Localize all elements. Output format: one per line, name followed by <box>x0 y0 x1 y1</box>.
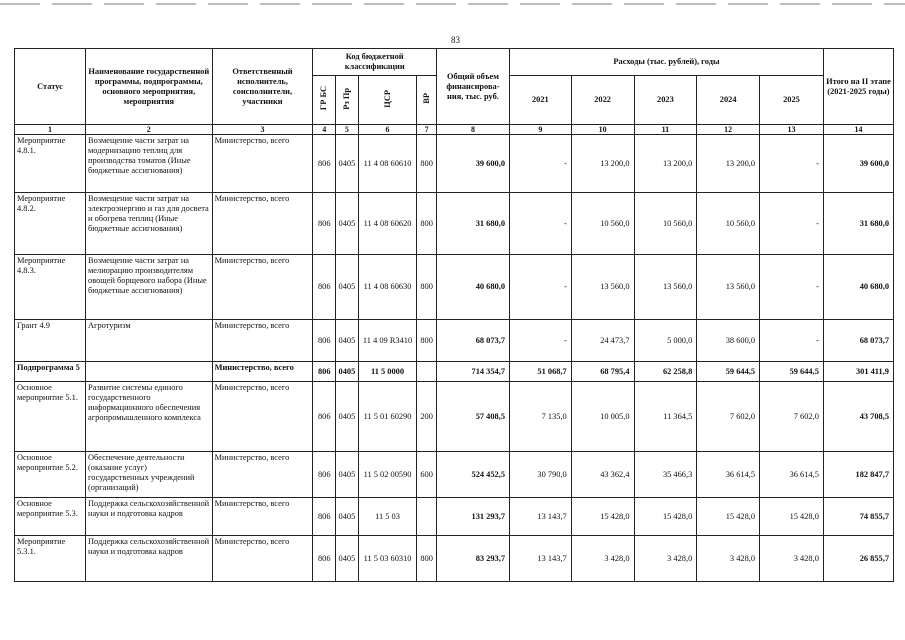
header-year: 2024 <box>697 76 760 125</box>
row-year-2021: - <box>510 193 572 255</box>
table-row <box>15 135 894 193</box>
row-csr: 11 5 03 60310 <box>358 536 417 582</box>
row-csr: 11 4 08 60620 <box>358 193 417 255</box>
header-year: 2023 <box>634 76 697 125</box>
row-vr: 200 <box>417 382 437 452</box>
row-grbs: 806 <box>313 320 336 362</box>
row-year-2024: 10 560,0 <box>697 193 760 255</box>
row-vr: 600 <box>417 452 437 498</box>
scan-edge-artifact <box>0 3 905 5</box>
row-year-2025: 3 428,0 <box>760 536 824 582</box>
row-stage-total: 26 855,7 <box>823 536 893 582</box>
row-year-2021: 30 790,0 <box>510 452 572 498</box>
row-year-2025: - <box>760 193 824 255</box>
row-stage-total: 68 073,7 <box>823 320 893 362</box>
row-vr <box>417 362 437 382</box>
row-total: 57 408,5 <box>436 382 509 452</box>
row-name: Поддержка сельскохозяйственной науки и подготовка кадров <box>86 536 213 582</box>
header-year: 2022 <box>571 76 634 125</box>
row-stage-total: 39 600,0 <box>823 135 893 193</box>
column-number: 4 <box>313 125 336 135</box>
row-status: Основное мероприятие 5.2. <box>15 452 86 498</box>
row-year-2021: 51 068,7 <box>510 362 572 382</box>
row-rzpr: 0405 <box>336 193 359 255</box>
row-year-2022: 10 560,0 <box>571 193 634 255</box>
row-year-2021: - <box>510 320 572 362</box>
row-stage-total: 40 680,0 <box>823 255 893 320</box>
page-number: 83 <box>451 35 460 45</box>
row-year-2021: - <box>510 255 572 320</box>
row-rzpr: 0405 <box>336 320 359 362</box>
row-status: Мероприятие 4.8.2. <box>15 193 86 255</box>
row-rzpr: 0405 <box>336 255 359 320</box>
row-vr: 800 <box>417 135 437 193</box>
row-year-2023: 15 428,0 <box>634 498 697 536</box>
row-year-2024: 3 428,0 <box>697 536 760 582</box>
row-year-2022: 15 428,0 <box>571 498 634 536</box>
row-year-2023: 62 258,8 <box>634 362 697 382</box>
row-year-2024: 13 560,0 <box>697 255 760 320</box>
column-number: 3 <box>212 125 313 135</box>
row-status: Основное мероприятие 5.3. <box>15 498 86 536</box>
row-grbs: 806 <box>313 362 336 382</box>
row-year-2024: 38 600,0 <box>697 320 760 362</box>
row-year-2023: 13 200,0 <box>634 135 697 193</box>
row-total: 39 600,0 <box>436 135 509 193</box>
table-row <box>15 193 894 255</box>
row-grbs: 806 <box>313 498 336 536</box>
header-year: 2025 <box>760 76 824 125</box>
row-responsible: Министерство, всего <box>212 498 313 536</box>
header-vr: ВР <box>417 76 437 125</box>
row-year-2024: 7 602,0 <box>697 382 760 452</box>
column-number: 12 <box>697 125 760 135</box>
row-responsible: Министерство, всего <box>212 135 313 193</box>
row-year-2022: 43 362,4 <box>571 452 634 498</box>
row-name: Поддержка сельскохозяйственной науки и подготовка кадров <box>86 498 213 536</box>
row-name: Возмещение части затрат на модернизацию теплиц для производства томатов (Иные бюджетные ассигнования) <box>86 135 213 193</box>
column-number: 2 <box>86 125 213 135</box>
row-rzpr: 0405 <box>336 536 359 582</box>
table-row <box>15 452 894 498</box>
row-year-2024: 13 200,0 <box>697 135 760 193</box>
header-responsible: Ответственный исполнитель, соисполнители, участники <box>212 49 313 125</box>
row-rzpr: 0405 <box>336 498 359 536</box>
row-grbs: 806 <box>313 255 336 320</box>
header-budget-code: Код бюджетной классификации <box>313 49 437 76</box>
row-year-2024: 36 614,5 <box>697 452 760 498</box>
row-stage-total: 182 847,7 <box>823 452 893 498</box>
row-stage-total: 43 708,5 <box>823 382 893 452</box>
column-number: 5 <box>336 125 359 135</box>
row-stage-total: 31 680,0 <box>823 193 893 255</box>
row-year-2023: 13 560,0 <box>634 255 697 320</box>
header-grbs: ГР БС <box>313 76 336 125</box>
column-number: 10 <box>571 125 634 135</box>
row-responsible: Министерство, всего <box>212 382 313 452</box>
row-grbs: 806 <box>313 536 336 582</box>
row-csr: 11 4 09 R3410 <box>358 320 417 362</box>
budget-table <box>14 48 894 582</box>
header-year: 2021 <box>510 76 572 125</box>
row-year-2023: 3 428,0 <box>634 536 697 582</box>
row-total: 40 680,0 <box>436 255 509 320</box>
row-total: 131 293,7 <box>436 498 509 536</box>
column-number: 6 <box>358 125 417 135</box>
row-csr: 11 4 08 60610 <box>358 135 417 193</box>
header-rzpr: Рз Пр <box>336 76 359 125</box>
row-name: Обеспечение деятельности (оказание услуг) государственных учреждений (организаций) <box>86 452 213 498</box>
header-name: Наименование государственной программы, подпрограммы, основного мероприятия, мероприятия <box>86 49 213 125</box>
header-expenses: Расходы (тыс. рублей), годы <box>510 49 824 76</box>
row-responsible: Министерство, всего <box>212 320 313 362</box>
row-responsible: Министерство, всего <box>212 362 313 382</box>
row-total: 68 073,7 <box>436 320 509 362</box>
row-year-2025: - <box>760 320 824 362</box>
row-year-2021: - <box>510 135 572 193</box>
column-number: 14 <box>823 125 893 135</box>
row-year-2022: 13 200,0 <box>571 135 634 193</box>
table-row <box>15 362 894 382</box>
table-body <box>15 135 894 582</box>
row-year-2025: 59 644,5 <box>760 362 824 382</box>
row-grbs: 806 <box>313 193 336 255</box>
header-csr: ЦСР <box>358 76 417 125</box>
row-name: Возмещение части затрат на электроэнергию и газ для досвета и обогрева теплиц (Иные бюджетные ассигнования) <box>86 193 213 255</box>
row-year-2022: 13 560,0 <box>571 255 634 320</box>
row-vr: 800 <box>417 320 437 362</box>
column-number: 7 <box>417 125 437 135</box>
row-total: 31 680,0 <box>436 193 509 255</box>
column-number: 11 <box>634 125 697 135</box>
row-year-2021: 13 143,7 <box>510 498 572 536</box>
row-year-2025: - <box>760 135 824 193</box>
row-year-2022: 68 795,4 <box>571 362 634 382</box>
row-status: Основное мероприятие 5.1. <box>15 382 86 452</box>
table-row <box>15 255 894 320</box>
row-rzpr: 0405 <box>336 135 359 193</box>
row-year-2025: - <box>760 255 824 320</box>
header-stage-total: Итого на II этапе (2021-2025 годы) <box>823 49 893 125</box>
header-total-volume: Общий объем финансирова-ния, тыс. руб. <box>436 49 509 125</box>
row-year-2025: 7 602,0 <box>760 382 824 452</box>
row-responsible: Министерство, всего <box>212 193 313 255</box>
row-status: Подпрограмма 5 <box>15 362 86 382</box>
column-number: 13 <box>760 125 824 135</box>
row-rzpr: 0405 <box>336 362 359 382</box>
row-csr: 11 5 0000 <box>358 362 417 382</box>
row-rzpr: 0405 <box>336 382 359 452</box>
row-responsible: Министерство, всего <box>212 536 313 582</box>
row-year-2024: 15 428,0 <box>697 498 760 536</box>
row-csr: 11 4 08 60630 <box>358 255 417 320</box>
row-year-2023: 10 560,0 <box>634 193 697 255</box>
row-year-2022: 3 428,0 <box>571 536 634 582</box>
row-vr: 800 <box>417 536 437 582</box>
row-year-2022: 24 473,7 <box>571 320 634 362</box>
row-total: 83 293,7 <box>436 536 509 582</box>
header-status: Статус <box>15 49 86 125</box>
column-number: 9 <box>510 125 572 135</box>
row-status: Мероприятие 4.8.1. <box>15 135 86 193</box>
row-vr: 800 <box>417 255 437 320</box>
table-row <box>15 382 894 452</box>
column-number-row <box>15 125 894 135</box>
row-name <box>86 362 213 382</box>
column-number: 1 <box>15 125 86 135</box>
row-name: Возмещение части затрат на мелиорацию производителям овощей борщевого набора (Иные бюджетные ассигнования) <box>86 255 213 320</box>
row-year-2023: 5 000,0 <box>634 320 697 362</box>
row-total: 714 354,7 <box>436 362 509 382</box>
row-grbs: 806 <box>313 382 336 452</box>
column-number: 8 <box>436 125 509 135</box>
row-status: Мероприятие 5.3.1. <box>15 536 86 582</box>
row-vr <box>417 498 437 536</box>
row-name: Развитие системы единого государственного информационного обеспечения агропромышленного комплекса <box>86 382 213 452</box>
row-year-2025: 36 614,5 <box>760 452 824 498</box>
row-grbs: 806 <box>313 452 336 498</box>
row-year-2021: 13 143,7 <box>510 536 572 582</box>
row-responsible: Министерство, всего <box>212 255 313 320</box>
table-row <box>15 536 894 582</box>
table-row <box>15 320 894 362</box>
row-vr: 800 <box>417 193 437 255</box>
row-responsible: Министерство, всего <box>212 452 313 498</box>
row-year-2024: 59 644,5 <box>697 362 760 382</box>
row-rzpr: 0405 <box>336 452 359 498</box>
row-year-2025: 15 428,0 <box>760 498 824 536</box>
row-status: Грант 4.9 <box>15 320 86 362</box>
row-csr: 11 5 02 00590 <box>358 452 417 498</box>
row-total: 524 452,5 <box>436 452 509 498</box>
row-grbs: 806 <box>313 135 336 193</box>
row-stage-total: 301 411,9 <box>823 362 893 382</box>
row-year-2023: 35 466,3 <box>634 452 697 498</box>
row-name: Агротуризм <box>86 320 213 362</box>
row-year-2023: 11 364,5 <box>634 382 697 452</box>
row-csr: 11 5 03 <box>358 498 417 536</box>
table-row <box>15 498 894 536</box>
row-year-2022: 10 005,0 <box>571 382 634 452</box>
row-csr: 11 5 01 60290 <box>358 382 417 452</box>
row-stage-total: 74 855,7 <box>823 498 893 536</box>
row-year-2021: 7 135,0 <box>510 382 572 452</box>
row-status: Мероприятие 4.8.3. <box>15 255 86 320</box>
